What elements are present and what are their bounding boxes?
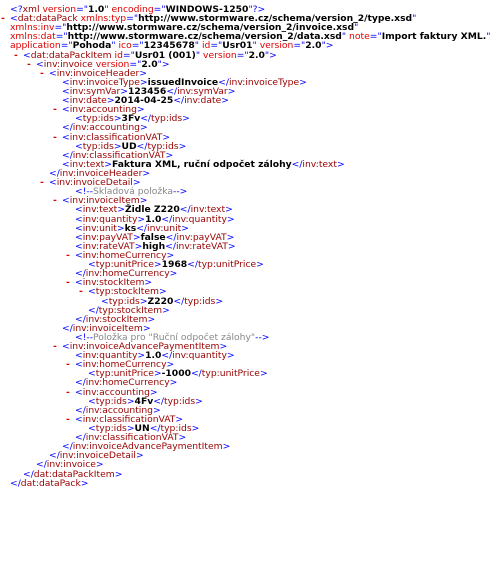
xml-token: > [162, 131, 171, 143]
xml-token: < [75, 213, 83, 225]
xml-token: " [486, 31, 491, 43]
xml-token: Židle Z220 [124, 204, 180, 216]
xml-token: typ:unitPrice [95, 368, 154, 380]
xml-token: < [101, 295, 109, 307]
collapse-toggle-icon[interactable]: - [53, 341, 57, 353]
xml-token: > [113, 113, 122, 125]
xml-token: 1.0 [145, 213, 162, 225]
xml-token: inv:accounting [82, 386, 150, 398]
xml-token: typ:stockItem [95, 286, 159, 298]
xml-token: < [75, 222, 83, 234]
xml-token: typ:unitPrice [201, 368, 260, 380]
xml-token: </ [88, 304, 99, 316]
xml-token: xml [22, 4, 43, 15]
xml-token: </ [153, 395, 165, 407]
xml-token: </ [62, 122, 73, 134]
xml-token: <!-- [75, 186, 94, 198]
xml-token: WINDOWS-1250 [165, 4, 249, 15]
xml-token: " [354, 22, 359, 34]
xml-token: < [62, 95, 70, 107]
xml-token: < [88, 395, 96, 407]
xml-token: < [75, 113, 83, 125]
xml-token: 1.0 [88, 4, 105, 15]
xml-token: </ [179, 204, 191, 216]
xml-token: </ [218, 76, 229, 88]
xml-token: > [120, 85, 128, 97]
xml-token: > [175, 413, 184, 425]
xml-token: inv:classificationVAT [72, 149, 166, 161]
xml-token: =" [122, 49, 135, 61]
xml-token: < [62, 341, 70, 353]
xml-token: </ [75, 313, 86, 325]
collapse-toggle-icon[interactable]: - [66, 386, 70, 398]
collapse-toggle-icon[interactable]: - [40, 67, 44, 79]
xml-token: </ [75, 404, 86, 416]
xml-token: inv:date [184, 95, 222, 107]
xml-token: inv:invoiceDetail [59, 450, 136, 462]
xml-token: > [132, 231, 141, 243]
xml-token: > [165, 149, 174, 161]
xml-token: id [114, 49, 123, 61]
xml-token: inv:quantity [172, 350, 227, 362]
xml-token: > [181, 222, 189, 234]
xml-token: " [341, 31, 350, 43]
xml-token: 12345678 [143, 40, 195, 52]
xml-token: id [201, 40, 211, 52]
xml-token: note [349, 31, 370, 43]
xml-token: typ:unitPrice [197, 259, 257, 271]
xml-token: </ [161, 213, 173, 225]
xml-token: > [80, 477, 89, 489]
xml-token: =" [55, 31, 68, 43]
xml-token: Usr01 (001) [134, 49, 196, 61]
xml-token: ks [124, 222, 137, 234]
xml-token: UN [134, 423, 150, 435]
xml-token: > [221, 95, 229, 107]
xml-token: < [36, 58, 44, 70]
xml-token: </ [136, 222, 148, 234]
xml-token: < [49, 177, 57, 189]
xml-token: inv:symVar [177, 85, 228, 97]
xml-token: "> [157, 58, 170, 70]
xml-token: inv:accounting [72, 122, 141, 134]
xml-token: typ:ids [184, 295, 216, 307]
xml-token: typ:ids [82, 140, 114, 152]
xml-line [0, 287, 500, 296]
xml-token: 2.0 [305, 40, 322, 52]
xml-token: < [75, 386, 83, 398]
xml-token: </ [36, 459, 47, 471]
xml-line [0, 297, 500, 306]
xml-token: > [169, 268, 178, 280]
xml-token: > [166, 359, 175, 371]
xml-token: =" [76, 4, 89, 15]
xml-token: =" [210, 40, 223, 52]
xml-token: false [140, 231, 166, 243]
xml-token: > [227, 240, 236, 252]
xml-token: 123456 [127, 85, 167, 97]
xml-token: > [106, 95, 115, 107]
xml-line [0, 479, 500, 488]
xml-token: inv:symVar [69, 85, 121, 97]
xml-token: > [137, 350, 146, 362]
xml-token: "> [321, 40, 334, 52]
xml-token: < [62, 85, 70, 97]
xml-token: > [114, 468, 123, 480]
xml-token: > [132, 177, 141, 189]
xml-token: " [195, 49, 204, 61]
xml-token: typ:ids [164, 395, 196, 407]
xml-token: > [139, 295, 148, 307]
xml-token: Faktura XML, ruční odpočet zálohy [111, 158, 292, 170]
xml-token: <? [10, 4, 23, 15]
xml-token: Položka pro "Ruční odpočet zálohy" [93, 331, 256, 343]
xml-token: inv:accounting [85, 404, 154, 416]
xml-token: > [153, 259, 162, 271]
collapse-toggle-icon[interactable]: - [1, 13, 5, 25]
xml-token: typ:ids [82, 113, 114, 125]
xml-token: > [178, 140, 187, 152]
xml-token: -1000 [161, 368, 191, 380]
xml-token: " [252, 40, 260, 52]
xml-token: typ:ids [95, 423, 127, 435]
xml-token: inv:invoiceDetail [56, 177, 133, 189]
xml-token: inv:payVAT [176, 231, 227, 243]
xml-token: </ [187, 259, 198, 271]
xml-token: 1968 [161, 259, 188, 271]
xml-token: inv:invoiceType [69, 76, 140, 88]
xml-token: > [117, 204, 125, 216]
xml-token: version [95, 58, 130, 70]
xml-token: < [88, 259, 96, 271]
xml-token: inv:quantity [82, 350, 138, 362]
xml-token: --> [255, 331, 270, 343]
xml-token: > [226, 231, 235, 243]
xml-token: > [182, 113, 190, 125]
xml-token: xmlns:typ [80, 13, 127, 25]
xml-token: > [140, 122, 148, 134]
xml-token: < [75, 204, 83, 216]
xml-token: typ:stockItem [98, 304, 163, 316]
xml-token: =" [54, 22, 67, 34]
xml-token: inv:classificationVAT [85, 432, 179, 444]
xml-token: inv:classificationVAT [69, 131, 163, 143]
xml-token: > [178, 432, 187, 444]
xml-token: inv:rateVAT [82, 240, 135, 252]
xml-token: > [142, 167, 151, 179]
xml-token: </ [10, 477, 21, 489]
xml-token: inv:date [69, 95, 107, 107]
xml-token: < [62, 158, 70, 170]
xml-token: dat:dataPackItem [33, 468, 115, 480]
xml-token: inv:accounting [69, 104, 137, 116]
xml-token: > [135, 450, 144, 462]
xml-token: http://www.stormware.cz/schema/version_2/invoice.xsd [66, 22, 355, 34]
xml-token: inv:invoice [43, 58, 96, 70]
xml-token: inv:invoiceItem [72, 322, 143, 334]
xml-token: xmlns:inv [10, 22, 55, 34]
xml-token: < [88, 423, 96, 435]
xml-token: inv:homeCurrency [82, 359, 167, 371]
collapse-toggle-icon[interactable]: - [66, 277, 70, 289]
xml-token: typ:ids [147, 140, 179, 152]
xml-token: =" [129, 58, 142, 70]
xml-token: < [75, 277, 83, 289]
xml-token: > [139, 67, 147, 79]
xml-token: > [126, 423, 135, 435]
xml-token: inv:payVAT [82, 231, 133, 243]
xml-token: < [62, 76, 70, 88]
xml-token: inv:text [190, 204, 226, 216]
xml-token: < [75, 249, 83, 261]
xml-token: > [222, 441, 231, 453]
xml-token: > [144, 277, 153, 289]
xml-token: > [166, 249, 175, 261]
xml-token: inv:invoiceHeader [59, 167, 143, 179]
xml-token: </ [62, 322, 73, 334]
xml-token: > [126, 395, 135, 407]
xml-line [0, 278, 500, 287]
xml-token: " [412, 13, 417, 25]
xml-token: </ [291, 158, 303, 170]
xml-token: > [226, 213, 235, 225]
xml-token: > [142, 322, 151, 334]
xml-token: inv:invoiceItem [69, 195, 140, 207]
xml-token: http://www.stormware.cz/schema/version_2/type.xsd [138, 13, 413, 25]
xml-token: > [149, 386, 158, 398]
xml-token: </ [165, 240, 176, 252]
xml-token: </ [161, 350, 173, 362]
collapse-toggle-icon[interactable]: - [27, 58, 31, 70]
xml-token: inv:invoice [46, 459, 96, 471]
collapse-toggle-icon[interactable]: - [79, 286, 83, 298]
xml-token: </ [49, 167, 60, 179]
xml-token: version [203, 49, 237, 61]
xml-token: > [139, 195, 148, 207]
xml-token: high [142, 240, 166, 252]
xml-token: < [62, 131, 70, 143]
xml-token: < [75, 240, 83, 252]
xml-token: 4Fv [134, 395, 154, 407]
xml-token: > [195, 395, 203, 407]
xml-token: Import faktury XML. [381, 31, 487, 43]
xml-token: > [139, 76, 148, 88]
xml-token: inv:homeCurrency [82, 249, 167, 261]
xml-token: " [104, 4, 112, 15]
collapse-toggle-icon[interactable]: - [66, 413, 70, 425]
xml-token: </ [75, 432, 86, 444]
xml-token: =" [293, 40, 306, 52]
xml-token: < [62, 195, 70, 207]
xml-token: > [137, 213, 146, 225]
xml-token: Skladová položka [93, 186, 174, 198]
xml-token: > [147, 313, 156, 325]
xml-token: inv:invoiceType [228, 76, 300, 88]
xml-token: </ [140, 113, 152, 125]
collapse-toggle-icon[interactable]: - [14, 49, 18, 61]
xml-token: 2.0 [141, 58, 158, 70]
xml-token: =" [369, 31, 382, 43]
xml-token: inv:unit [147, 222, 182, 234]
xml-token: typ:ids [151, 113, 183, 125]
xml-token: > [104, 158, 112, 170]
xml-token: inv:quantity [82, 213, 138, 225]
xml-token: < [75, 359, 83, 371]
xml-token: inv:invoiceHeader [56, 67, 140, 79]
xml-token: Pohoda [72, 40, 112, 52]
xml-token: > [116, 222, 125, 234]
xml-token: dat:dataPack [17, 13, 81, 25]
xml-token: > [153, 368, 162, 380]
xml-token: encoding [111, 4, 154, 15]
xml-token: </ [75, 377, 86, 389]
xml-token: < [88, 286, 96, 298]
xml-token: > [113, 140, 122, 152]
xml-token: inv:invoiceAdvancePaymentItem [72, 441, 223, 453]
xml-token: =" [236, 49, 249, 61]
xml-token: > [256, 259, 264, 271]
xml-token: " [111, 40, 119, 52]
xml-token: inv:quantity [172, 213, 227, 225]
xml-token: inv:homeCurrency [85, 268, 170, 280]
xml-token: dat:dataPack [20, 477, 81, 489]
xml-token: =" [126, 13, 139, 25]
xml-token: =" [60, 40, 73, 52]
xml-token: > [219, 341, 228, 353]
xml-token: "?> [248, 4, 266, 15]
xml-token: 1.0 [145, 350, 162, 362]
xml-token: > [299, 76, 307, 88]
xml-token: inv:text [82, 204, 118, 216]
xml-token: </ [149, 423, 161, 435]
xml-line [0, 415, 500, 424]
xml-token: " [194, 40, 202, 52]
xml-token: > [153, 404, 161, 416]
xml-token: inv:classificationVAT [82, 413, 176, 425]
xml-token: > [162, 304, 170, 316]
xml-line-content [10, 479, 88, 488]
xml-token: < [75, 413, 83, 425]
xml-token: < [49, 67, 57, 79]
xml-token: < [75, 350, 83, 362]
xml-token: 2.0 [248, 49, 265, 61]
xml-token: typ:ids [108, 295, 140, 307]
xml-token: > [191, 423, 200, 435]
xml-token: dat:dataPackItem [30, 49, 115, 61]
xml-token: > [136, 104, 145, 116]
xml-token: > [225, 204, 233, 216]
xml-token: inv:text [302, 158, 337, 170]
xml-token: http://www.stormware.cz/schema/version_2/data.xsd [67, 31, 342, 43]
xml-token: </ [190, 368, 202, 380]
xml-token: issuedInvoice [147, 76, 219, 88]
xml-token: > [215, 295, 224, 307]
xml-token: </ [23, 468, 34, 480]
xml-token: application [10, 40, 61, 52]
xml-token: < [10, 13, 18, 25]
xml-token: "> [264, 49, 277, 61]
xml-token: < [75, 231, 83, 243]
xml-token: typ:ids [95, 395, 127, 407]
xml-token: Usr01 [222, 40, 253, 52]
xml-token: > [134, 240, 143, 252]
xml-line [0, 388, 500, 397]
collapse-toggle-icon[interactable]: - [66, 359, 70, 371]
xml-token: <!-- [75, 331, 94, 343]
xml-token: < [23, 49, 31, 61]
xml-token: < [75, 140, 83, 152]
xml-token: inv:stockItem [82, 277, 145, 289]
xml-token: inv:invoiceAdvancePaymentItem [69, 341, 220, 353]
xml-token: Z220 [147, 295, 174, 307]
xml-token: < [88, 368, 96, 380]
xml-token: > [95, 459, 104, 471]
xml-token: =" [153, 4, 166, 15]
xml-token: typ:ids [160, 423, 192, 435]
xml-token: < [62, 104, 70, 116]
xml-token: xmlns:dat [10, 31, 56, 43]
xml-token: </ [49, 450, 60, 462]
xml-token: </ [62, 149, 73, 161]
xml-token: </ [166, 85, 178, 97]
xml-token: version [42, 4, 77, 15]
xml-token: > [259, 368, 268, 380]
xml-token: </ [136, 140, 148, 152]
xml-token: inv:unit [82, 222, 117, 234]
collapse-toggle-icon[interactable]: - [66, 249, 70, 261]
xml-token: --> [173, 186, 188, 198]
collapse-toggle-icon[interactable]: - [53, 104, 57, 116]
xml-token: inv:rateVAT [175, 240, 228, 252]
xml-token: > [158, 286, 167, 298]
xml-token: > [227, 85, 236, 97]
xml-token: UD [121, 140, 137, 152]
xml-token: > [169, 377, 178, 389]
collapse-toggle-icon[interactable]: - [53, 195, 57, 207]
xml-token: =" [131, 40, 144, 52]
xml-token: 3Fv [121, 113, 141, 125]
xml-token: </ [173, 95, 185, 107]
xml-token: version [259, 40, 294, 52]
xml-token: inv:text [69, 158, 105, 170]
xml-token: </ [75, 268, 86, 280]
collapse-toggle-icon[interactable]: - [53, 131, 57, 143]
xml-token: > [336, 158, 345, 170]
xml-token: 2014-04-25 [114, 95, 174, 107]
xml-token: > [226, 350, 235, 362]
xml-token: inv:homeCurrency [85, 377, 170, 389]
xml-token: </ [62, 441, 73, 453]
collapse-toggle-icon[interactable]: - [40, 177, 44, 189]
xml-token: inv:stockItem [85, 313, 148, 325]
xml-token: </ [165, 231, 177, 243]
xml-token: </ [173, 295, 185, 307]
xml-token: typ:unitPrice [95, 259, 154, 271]
xml-token: ico [118, 40, 132, 52]
